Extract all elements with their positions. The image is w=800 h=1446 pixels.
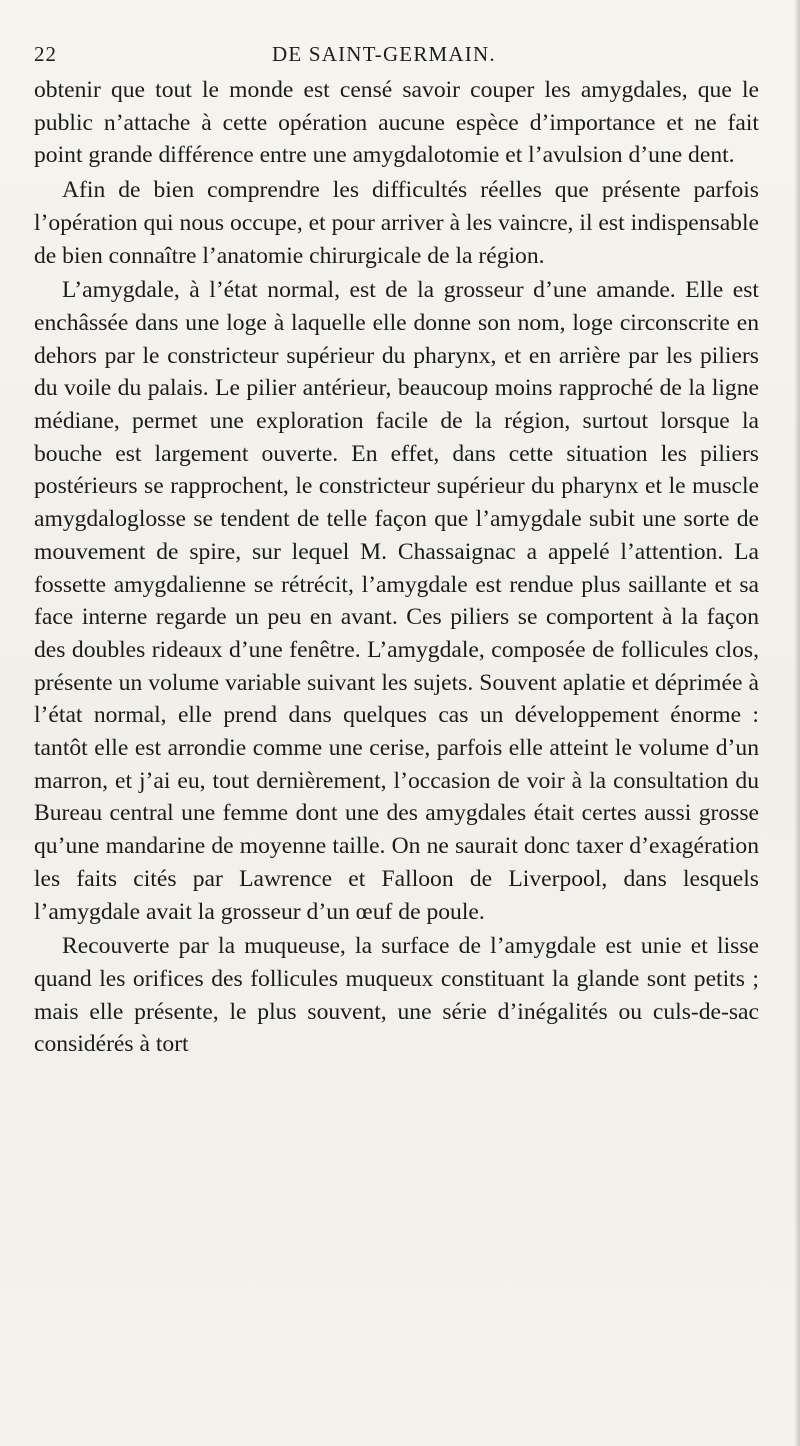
paragraph-continued: obtenir que tout le monde est censé savoir couper les amygdales, que le public n’attache à cette opération aucune espèce d’importance et ne fait point grande différence entre une amygdalotomie et l’avulsion d’une dent. (34, 77, 759, 169)
running-head: DE SAINT-GERMAIN. (272, 42, 496, 66)
paragraph-amygdale-description: L’amygdale, à l’état normal, est de la grosseur d’une amande. Elle est enchâssée dans une loge à laquelle elle donne son nom, loge circonscrite en dehors par le constricteur supérieur du pharynx, et en arrière par les piliers du voile du palais. Le pilier antérieur, beaucoup moins rapproché de la ligne médiane, permet une exploration facile de la région, surtout lorsque la bouche est largement ouverte. En effet, dans cette situation les piliers postérieurs se rapprochent, le constricteur supérieur du pharynx et le muscle amygdaloglosse se tendent de telle façon que l’amygdale subit une sorte de mouvement de spire, sur lequel M. Chassaignac a appelé l’attention. La fossette amygdalienne se rétrécit, l’amygdale est rendue plus saillante et sa face interne regarde un peu en avant. Ces piliers se comportent à la façon des doubles rideaux d’une fenêtre. L’amygdale, composée de follicules clos, présente un volume variable suivant les sujets. Souvent aplatie et déprimée à l’état normal, elle prend dans quelques cas un développement énorme : tantôt elle est arrondie comme une cerise, parfois elle atteint le volume d’un marron, et j’ai eu, tout dernièrement, l’occasion de voir à la consultation du Bureau central une femme dont une des amygdales était certes aussi grosse qu’une mandarine de moyenne taille. On ne saurait donc taxer d’exagération les faits cités par Lawrence et Falloon de Liverpool, dans lesquels l’amygdale avait la grosseur d’un œuf de poule. (34, 277, 759, 925)
paragraph-anatomy-intro: Afin de bien comprendre les difficultés réelles que présente parfois l’opération qui nous occupe, et pour arriver à les vaincre, il est indispensable de bien connaître l’anatomie chirurgicale de la région. (34, 177, 759, 269)
page-number: 22 (34, 42, 57, 66)
paragraph-surface: Recouverte par la muqueuse, la surface de l’amygdale est unie et lisse quand les orifices des follicules muqueux constituant la glande sont petits ; mais elle présente, le plus souvent, une série d’inégalités ou culs-de-sac considérés à tort (34, 933, 759, 1058)
page-edge-shadow (794, 0, 800, 1446)
page-header (34, 40, 774, 70)
body-text (34, 74, 759, 1061)
